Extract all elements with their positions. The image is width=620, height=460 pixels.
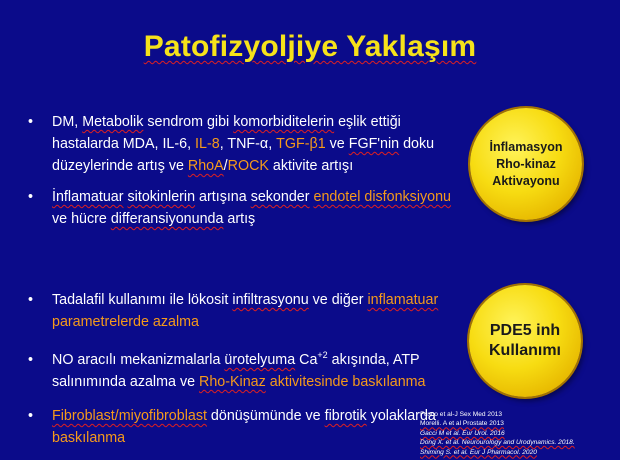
text-segment: Tadalafil kullanımı ile lökosit: [52, 292, 233, 308]
text-segment: sekonder: [250, 189, 310, 205]
badge-line: Rho-kinaz: [496, 156, 556, 171]
text-segment: ve: [325, 136, 349, 152]
text-segment: Ca: [295, 352, 318, 368]
text-segment: Metabolik: [82, 114, 144, 130]
text-segment: İnflamatuar: [52, 189, 124, 205]
bullet-text: [52, 111, 458, 177]
text-segment: akışında, ATP salınımında azalma ve: [52, 352, 420, 390]
bullet-dot: •: [28, 189, 34, 205]
text-segment: +2: [317, 350, 328, 361]
text-segment: doku düzeylerinde artış ve: [52, 136, 435, 174]
bullet-dot: •: [28, 292, 34, 308]
text-segment: artış: [223, 211, 256, 227]
text-segment: Rho-Kinaz: [199, 374, 266, 390]
text-segment: ve diğer: [308, 292, 368, 308]
bullet-item-4: [28, 349, 458, 393]
text-segment: parametrelerde azalma: [52, 314, 200, 330]
bullet-dot: •: [28, 408, 34, 424]
text-segment: ürotelyuma: [224, 352, 296, 368]
text-segment: aktivite artışı: [268, 158, 354, 174]
reference-item: Shiming S. et al. Eur J Pharmacol. 2020: [420, 448, 537, 456]
bullet-item-5: [28, 405, 458, 449]
text-segment: RhoA: [187, 158, 224, 174]
text-segment: yolaklarda: [366, 408, 436, 424]
slide-title: Patofizyoljiye Yaklaşım: [143, 30, 477, 63]
bullet-text: [52, 405, 458, 449]
bullet-item-1: [28, 111, 458, 177]
text-segment: , TNF-α,: [219, 136, 277, 152]
bullet-text: [52, 349, 458, 393]
text-segment: komorbiditelerin: [233, 114, 335, 130]
text-segment: Fibroblast/miyofibroblast: [52, 408, 207, 424]
badge-line: Kullanımı: [488, 342, 561, 359]
text-segment: endotel disfonksiyonu: [313, 189, 452, 205]
text-segment: NO aracılı mekanizmalarla: [52, 352, 225, 368]
text-segment: differansiyonunda: [110, 211, 224, 227]
text-segment: FGF'nin: [348, 136, 400, 152]
bullet-item-2: [28, 186, 458, 230]
text-segment: eşlik ettiği hastalarda MDA, IL-6,: [52, 114, 401, 152]
pde5-inhibitor-badge: [469, 285, 581, 397]
text-segment: IL-8: [195, 136, 220, 152]
bullet-dot: •: [28, 352, 34, 368]
text-segment: aktivitesinde baskılanma: [265, 374, 426, 390]
reference-item: Dong X. et al. Neurourology and Urodynamics. 2018.: [420, 439, 575, 447]
bullet-item-3: [28, 289, 458, 333]
text-segment: ROCK: [227, 158, 269, 174]
references: [420, 410, 620, 457]
text-segment: infiltrasyonu: [232, 292, 309, 308]
badge-line: PDE5 inh: [489, 322, 561, 339]
text-segment: /: [223, 158, 228, 174]
text-segment: fibrotik: [324, 408, 367, 424]
text-segment: dönüşümünde ve: [206, 408, 325, 424]
reference-item: Gacci M et al. Eur Urol. 2016: [420, 429, 505, 437]
text-segment: TGF-β1: [276, 136, 326, 152]
badge-line: İnflamasyon: [489, 139, 563, 154]
text-segment: sendrom gibi: [143, 114, 234, 130]
bullet-text: [52, 186, 458, 230]
text-segment: ve hücre: [52, 211, 111, 227]
text-segment: baskılanma: [52, 430, 126, 446]
reference-item: Morelli. A et al Prostate 2013: [420, 420, 504, 428]
inflammation-rho-kinase-badge: [470, 108, 582, 220]
bullet-dot: •: [28, 114, 34, 130]
bullet-text: [52, 289, 458, 333]
text-segment: artışına: [195, 189, 251, 205]
badge-line: Aktivayonu: [492, 173, 560, 188]
text-segment: sitokinlerin: [127, 189, 196, 205]
text-segment: inflamatuar: [367, 292, 439, 308]
text-segment: DM,: [52, 114, 83, 130]
reference-item: Fusco et al-J Sex Med 2013: [420, 411, 503, 418]
